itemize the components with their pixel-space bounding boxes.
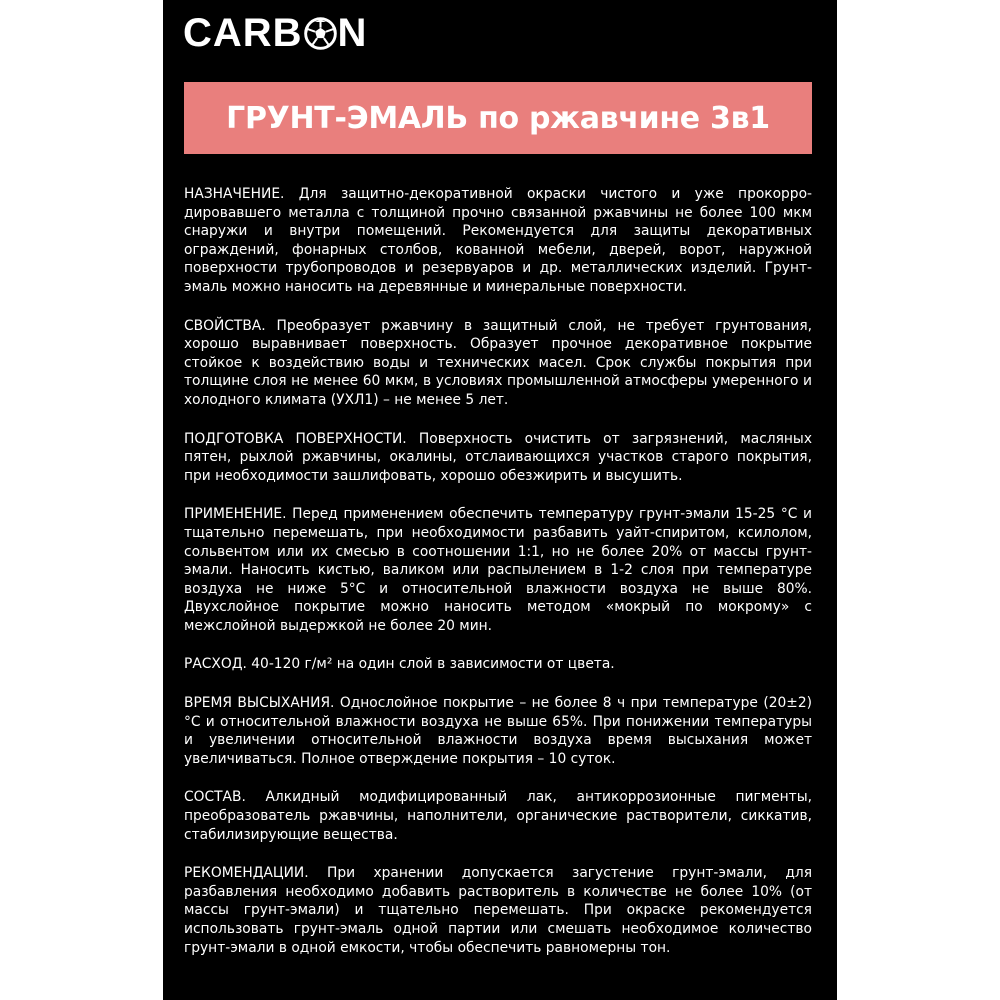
section-composition — [184, 788, 812, 844]
section-text: Для защитно-декоративной окраски чистого и уже прокорродировавшего металла с толщиной прочно связанной ржавчины не более 100 мкм снаружи и внутри помещений. Рекомендуется для защиты декоративных ограждений, фонарных столбов, кованной мебели, дверей, ворот, наружной поверхности трубопроводов и резервуаров и др. металлических изделий. Грунт-эмаль можно наносить на деревянные и минеральные поверхности. — [184, 186, 812, 295]
brand-name-suffix: N — [337, 10, 368, 55]
brand-name-prefix: CARB — [183, 10, 303, 55]
section-recommendations — [184, 864, 812, 957]
section-text: Поверхность очистить от загрязнений, масляных пятен, рыхлой ржавчины, окалины, отслаивающихся участков старого покрытия, при необходимости зашлифовать, хорошо обезжирить и высушить. — [184, 430, 812, 484]
soccer-ball-icon — [304, 17, 337, 50]
section-heading: РАСХОД. — [184, 656, 247, 673]
section-text: Преобразует ржавчину в защитный слой, не требует грунтования, хорошо выравнивает поверхность. Образует прочное декоративное покрытие стойкое к воздействию воды и технических масел. Срок службы покрытия при толщине слоя не менее 60 мкм, в условиях промышленной атмосферы умеренного и холодного климата (УХЛ1) – не менее 5 лет. — [184, 317, 812, 408]
section-heading: СОСТАВ. — [184, 789, 246, 806]
title-banner — [184, 82, 812, 154]
section-text: Алкидный модифицированный лак, антикоррозионные пигменты, преобразователь ржавчины, наполнители, органические растворители, сиккатив, стабилизирующие вещества. — [184, 789, 812, 843]
section-text: Однослойное покрытие – не более 8 ч при температуре (20±2)°С и относительной влажности воздуха не выше 65%. При понижении температуры и увеличении относительной влажности воздуха время высыхания может увеличиваться. Полное отверждение покрытия – 10 суток. — [184, 695, 812, 767]
section-text: Перед применением обеспечить температуру грунт-эмали 15-25 °С и тщательно перемешать, при необходимости разбавить уайт-спиритом, ксилолом, сольвентом или их смесью в соотношении 1:1, но не более 20% от массы грунт-эмали. Наносить кистью, валиком или распылением в 1-2 слоя при температуре воздуха не ниже 5°С и относительной влажности воздуха не выше 80%. Двухслойное покрытие можно наносить методом «мокрый по мокрому» с межслойной выдержкой не более 20 мин. — [184, 506, 812, 634]
section-text: При хранении допускается загустение грунт-эмали, для разбавления необходимо добавить растворитель в количестве не более 10% (от массы грунт-эмали) и тщательно перемешать. При окраске рекомендуется использовать грунт-эмаль одной партии или смешать необходимое количество грунт-эмали в одной емкости, чтобы обеспечить равномерны тон. — [184, 865, 812, 956]
section-heading: ПРИМЕНЕНИЕ. — [184, 506, 287, 523]
section-text: 40-120 г/м² на один слой в зависимости от цвета. — [246, 656, 615, 673]
section-heading: ПОДГОТОВКА ПОВЕРХНОСТИ. — [184, 430, 407, 447]
product-title: ГРУНТ-ЭМАЛЬ по ржавчине 3в1 — [226, 100, 770, 136]
section-heading: СВОЙСТВА. — [184, 317, 266, 334]
product-label-panel — [163, 0, 837, 1000]
description-body — [184, 185, 812, 977]
section-heading: ВРЕМЯ ВЫСЫХАНИЯ. — [184, 695, 335, 712]
section-heading: НАЗНАЧЕНИЕ. — [184, 186, 285, 202]
brand-logo — [183, 10, 367, 56]
section-heading: РЕКОМЕНДАЦИИ. — [184, 865, 309, 882]
section-properties — [184, 317, 812, 410]
section-surface-preparation — [184, 430, 812, 486]
section-consumption — [184, 655, 812, 674]
section-application — [184, 505, 812, 635]
section-purpose — [184, 185, 812, 297]
section-drying-time — [184, 694, 812, 768]
